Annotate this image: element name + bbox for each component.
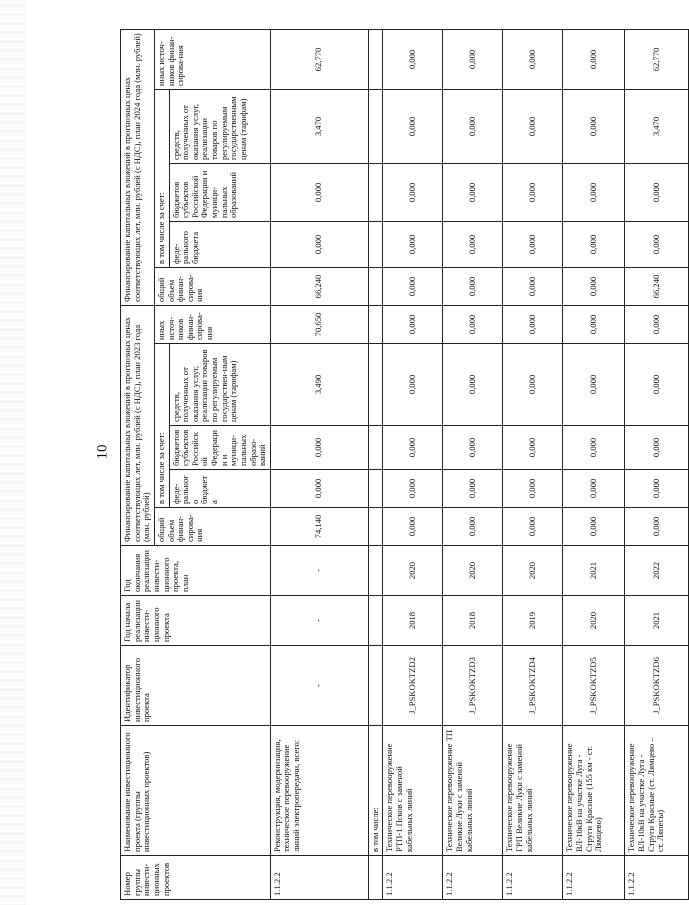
- header-financing-2024: Финансирование капитальных вложений в прогнозных ценах соответствующих лет, млн. рублей (с НДС), план 2024 года (млн. рублей): [121, 30, 155, 306]
- table-row: [368, 30, 383, 900]
- header-other-2024: иных источ-ников финан-сирова-ния: [154, 30, 270, 90]
- cell-value: 0,000: [270, 222, 368, 268]
- cell-value: 0,000: [443, 164, 503, 222]
- table-row: [503, 30, 563, 900]
- cell-value: 0,000: [383, 90, 443, 164]
- cell-start-year: -: [270, 596, 368, 646]
- cell-value: [368, 90, 383, 164]
- cell-value: 0,000: [383, 30, 443, 90]
- cell-value: [368, 426, 383, 470]
- header-end-year: Год окончания реализации инвести-ционного проекта, план: [121, 546, 271, 596]
- cell-end-year: 2021: [563, 546, 625, 596]
- cell-value: 0,000: [383, 344, 443, 426]
- cell-project-name: Реконструкция, модернизация, техническое перевооружение линий электропередачи, всего:: [270, 726, 368, 856]
- cell-value: 0,000: [503, 30, 563, 90]
- cell-project-name: в том числе:: [368, 726, 383, 856]
- table-row: [563, 30, 625, 900]
- cell-value: 3,470: [625, 90, 689, 164]
- cell-value: 0,000: [270, 426, 368, 470]
- cell-value: 0,000: [625, 306, 689, 344]
- header-total-2024: общий объем финан-сирова-ния: [154, 268, 270, 306]
- cell-value: 0,000: [563, 90, 625, 164]
- cell-value: [368, 30, 383, 90]
- table-row: [625, 30, 689, 900]
- cell-value: 0,000: [503, 426, 563, 470]
- cell-value: 0,000: [443, 222, 503, 268]
- cell-value: 0,000: [270, 470, 368, 508]
- cell-value: 66,240: [270, 268, 368, 306]
- cell-value: 3,490: [270, 344, 368, 426]
- cell-value: 0,000: [503, 164, 563, 222]
- cell-value: 0,000: [563, 508, 625, 546]
- investment-table: [120, 29, 689, 900]
- cell-value: 0,000: [625, 222, 689, 268]
- cell-value: 0,000: [383, 164, 443, 222]
- cell-start-year: [368, 596, 383, 646]
- cell-value: 0,000: [625, 508, 689, 546]
- cell-value: 0,000: [625, 164, 689, 222]
- cell-project-name: Техническое перевооружение ВЛ-10кВ на участке Луга - Струги Красные (155 км - ст. Лямцево): [563, 726, 625, 856]
- cell-value: 0,000: [563, 164, 625, 222]
- cell-value: 62,770: [625, 30, 689, 90]
- cell-value: [368, 164, 383, 222]
- cell-group-number: 1.1.2.2: [503, 856, 563, 900]
- cell-value: 0,000: [625, 344, 689, 426]
- header-incl-2024: в том числе за счет:: [154, 90, 169, 268]
- scan-edge-artifact: [0, 0, 26, 905]
- cell-end-year: 2020: [383, 546, 443, 596]
- header-project-name: Наименование инвестиционного проекта (группы инвестиционных проектов): [121, 726, 271, 856]
- table-row: [443, 30, 503, 900]
- cell-project-id: J_PSKOKTZD5: [563, 646, 625, 726]
- header-group-number: Номер группы инвести-ционных проектов: [121, 856, 271, 900]
- cell-project-name: Техническое перевооружение ВЛ-10кВ на участке Луга - Струги Красные (ст. Лямцево – ст. Ляпесы): [625, 726, 689, 856]
- header-financing-2023: Финансирование капитальных вложений в прогнозных ценах соответствующих лет, млн. рублей (с НДС), план 2023 года (млн. рублей): [121, 306, 155, 546]
- header-other-2023: иных источ-ников финан-сирова-ния: [154, 306, 270, 344]
- cell-value: 0,000: [443, 344, 503, 426]
- cell-value: 0,000: [443, 306, 503, 344]
- cell-value: 0,000: [443, 90, 503, 164]
- header-total-2023: общий объем финан-сирова-ния: [154, 508, 270, 546]
- cell-value: 0,000: [443, 426, 503, 470]
- cell-start-year: 2021: [625, 596, 689, 646]
- cell-value: [368, 306, 383, 344]
- header-row-1: [121, 30, 155, 900]
- cell-value: 66,240: [625, 268, 689, 306]
- cell-value: 0,000: [503, 508, 563, 546]
- cell-value: 0,000: [443, 470, 503, 508]
- cell-end-year: 2020: [443, 546, 503, 596]
- cell-value: 0,000: [563, 268, 625, 306]
- cell-start-year: 2019: [503, 596, 563, 646]
- cell-value: 0,000: [383, 268, 443, 306]
- table-row: [383, 30, 443, 900]
- cell-project-name: Техническое перевооружение ТП Великие Луки с заменой кабельных линий: [443, 726, 503, 856]
- cell-project-id: J_PSKOKTZD2: [383, 646, 443, 726]
- header-federal-2023: феде-рального бюджета: [169, 470, 270, 508]
- cell-value: 74,140: [270, 508, 368, 546]
- header-project-id: Идентификатор инвестиционного проекта: [121, 646, 271, 726]
- cell-end-year: 2022: [625, 546, 689, 596]
- cell-group-number: 1.1.2.2: [383, 856, 443, 900]
- cell-value: 0,000: [563, 426, 625, 470]
- cell-group-number: 1.1.2.2: [563, 856, 625, 900]
- rotated-table-container: [120, 30, 680, 900]
- header-regional-2023: бюджетов субъектов Российской Федерации и муници-пальных образо-ваний: [169, 426, 270, 470]
- cell-value: 0,000: [563, 30, 625, 90]
- cell-value: 0,000: [563, 222, 625, 268]
- cell-value: 0,000: [503, 470, 563, 508]
- cell-project-id: -: [270, 646, 368, 726]
- cell-value: 0,000: [625, 470, 689, 508]
- cell-project-name: Техническое перевооружение ГРП Великие Луки с заменой кабельных линий: [503, 726, 563, 856]
- cell-value: [368, 470, 383, 508]
- cell-value: 0,000: [563, 344, 625, 426]
- cell-value: 0,000: [625, 426, 689, 470]
- cell-value: 0,000: [383, 426, 443, 470]
- cell-end-year: [368, 546, 383, 596]
- cell-value: [368, 222, 383, 268]
- cell-end-year: -: [270, 546, 368, 596]
- table-row: [270, 30, 368, 900]
- page-number: 10: [94, 444, 111, 460]
- header-regional-2024: бюджетов субъектов Российской Федерации и муници-пальных образований: [169, 164, 270, 222]
- header-regulated-2024: средств, полученных от оказания услуг, реализации товаров по регулируемым государственным ценам (тарифам): [169, 90, 270, 164]
- cell-value: 0,000: [383, 508, 443, 546]
- header-federal-2024: феде-рального бюджета: [169, 222, 270, 268]
- cell-project-id: J_PSKOKTZD6: [625, 646, 689, 726]
- cell-start-year: 2020: [563, 596, 625, 646]
- header-start-year: Год начала реализации инвести-ционного проекта: [121, 596, 271, 646]
- header-incl-2023: в том числе за счет:: [154, 344, 169, 508]
- cell-project-name: Техническое перевооружение РТП-1 Псков с заменой кабельных линий: [383, 726, 443, 856]
- cell-start-year: 2018: [443, 596, 503, 646]
- cell-value: 0,000: [383, 470, 443, 508]
- cell-value: [368, 344, 383, 426]
- cell-value: 0,000: [443, 30, 503, 90]
- cell-value: 0,000: [503, 90, 563, 164]
- cell-value: 62,770: [270, 30, 368, 90]
- cell-value: 0,000: [503, 306, 563, 344]
- cell-group-number: 1.1.2.2: [270, 856, 368, 900]
- cell-value: 0,000: [503, 222, 563, 268]
- cell-value: [368, 508, 383, 546]
- cell-end-year: 2020: [503, 546, 563, 596]
- cell-value: 0,000: [503, 268, 563, 306]
- cell-project-id: J_PSKOKTZD4: [503, 646, 563, 726]
- cell-value: 70,650: [270, 306, 368, 344]
- header-regulated-2023: средств, полученных от оказания услуг, реализации товаров по регулируемым государствен-ным ценам (тарифам): [169, 344, 270, 426]
- cell-start-year: 2018: [383, 596, 443, 646]
- cell-value: 3,470: [270, 90, 368, 164]
- cell-group-number: 1.1.2.2: [443, 856, 503, 900]
- cell-value: 0,000: [503, 344, 563, 426]
- cell-group-number: [368, 856, 383, 900]
- cell-group-number: 1.1.2.2: [625, 856, 689, 900]
- cell-value: 0,000: [563, 306, 625, 344]
- cell-value: 0,000: [383, 222, 443, 268]
- cell-value: 0,000: [383, 306, 443, 344]
- cell-project-id: [368, 646, 383, 726]
- cell-value: 0,000: [563, 470, 625, 508]
- cell-value: 0,000: [443, 268, 503, 306]
- cell-value: 0,000: [443, 508, 503, 546]
- cell-project-id: J_PSKOKTZD3: [443, 646, 503, 726]
- cell-value: [368, 268, 383, 306]
- cell-value: 0,000: [270, 164, 368, 222]
